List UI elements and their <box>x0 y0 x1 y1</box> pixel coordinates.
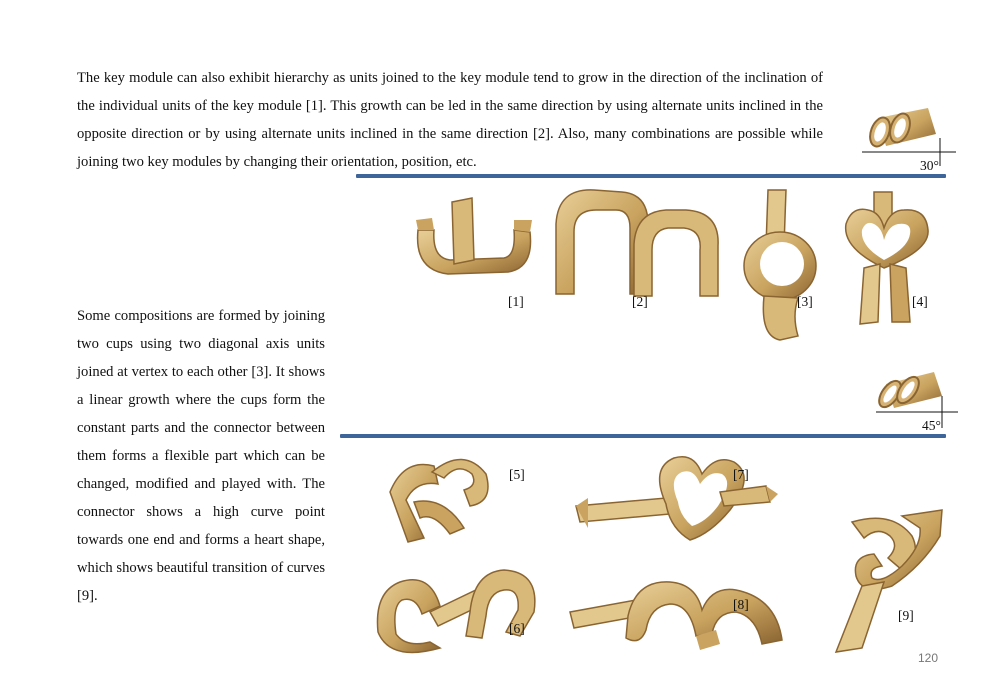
figure-label-9: [9] <box>898 608 914 623</box>
figure-label-3: [3] <box>797 294 813 309</box>
angle-45-label: 45° <box>922 418 941 433</box>
divider-rule-bottom <box>340 434 946 438</box>
composition-photo-3 <box>740 186 832 344</box>
page-number: 120 <box>918 651 939 665</box>
figure-label-7: [7] <box>733 467 749 482</box>
composition-paragraph: Some compositions are formed by joining two cups using two diagonal axis units joined at vertex to each other [3]. It shows a linear growth where the cups form the constant parts and the connector between them forms a flexible part which can be changed, modified and played with. The connector shows a high curve point towards one end and forms a heart shape, which shows beautiful transition of curves [9]. <box>77 308 325 604</box>
composition-photo-6 <box>370 552 550 654</box>
figure-label-8: [8] <box>733 597 749 612</box>
figure-label-4: [4] <box>912 294 928 309</box>
composition-photo-2 <box>552 184 728 302</box>
composition-photo-8 <box>566 560 790 654</box>
intro-paragraph: The key module can also exhibit hierarchy as units joined to the key module tend to grow in the direction of the inclination of the individual units of the key module [1]. This growth can be led in the same direction by using alternate units inclined in the opposite direction or by using alternate units inclined in the same direction [2]. Also, many combinations are possible while joining two key modules by changing their orientation, position, etc. <box>77 70 823 170</box>
figure-label-2: [2] <box>632 294 648 309</box>
composition-photo-9 <box>822 506 946 656</box>
module-30-degree-diagram <box>858 104 962 178</box>
composition-photo-5 <box>384 448 496 548</box>
figure-label-6: [6] <box>509 621 525 636</box>
figure-label-5: [5] <box>509 467 525 482</box>
composition-photo-1 <box>408 190 538 290</box>
figure-label-1: [1] <box>508 294 524 309</box>
composition-photo-7 <box>570 448 780 548</box>
angle-30-label: 30° <box>920 158 939 173</box>
module-45-degree-diagram <box>872 366 962 436</box>
divider-rule-top <box>356 174 946 178</box>
